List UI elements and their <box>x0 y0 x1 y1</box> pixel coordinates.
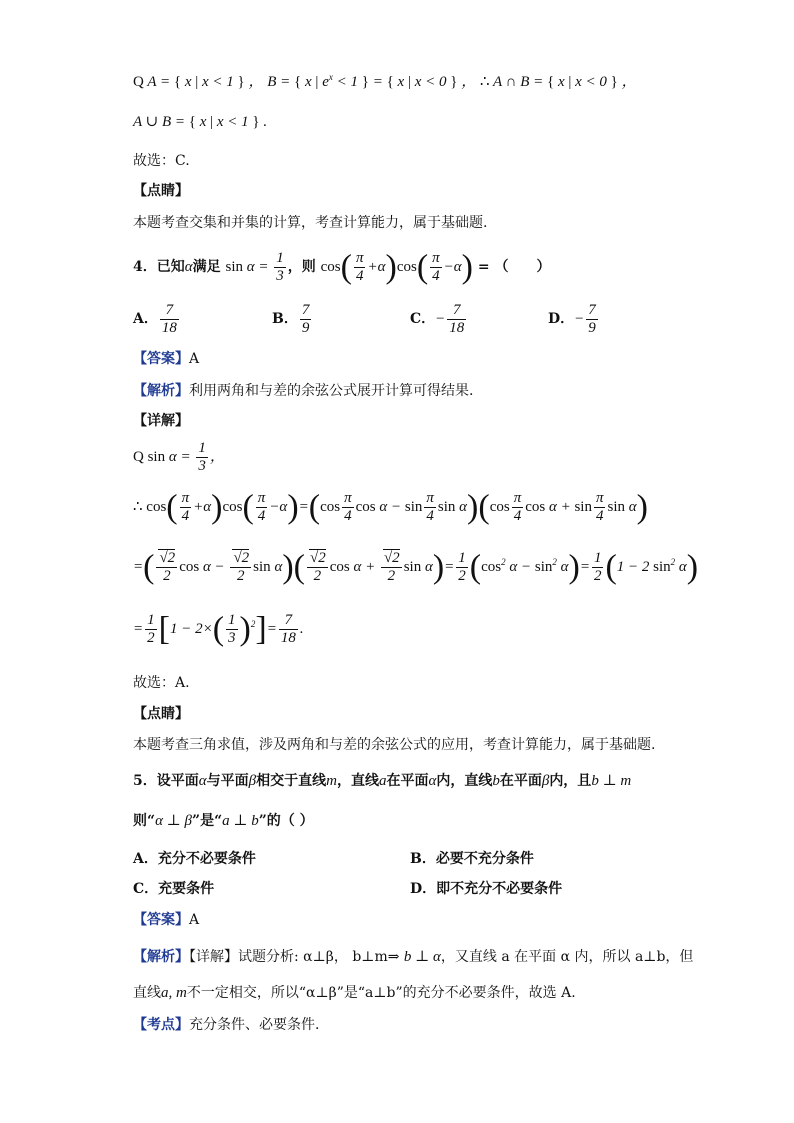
q4-given: Q sin α = $\frac{1}{3}$ ， <box>133 440 225 474</box>
q5-option-b[interactable]: B．必要不充分条件 <box>410 851 534 867</box>
q4-step1: ∴ cos( $\frac{\pi}{4}$ +α)cos( $\frac{\pi}{4}$ −α)=(cos $\frac{\pi}{4}$ cos α − sin $\frac{\pi}{4}$ sin α)(cos $\frac{\pi}{4}$ cos α + sin $\frac{\pi}{4}$ sin α) <box>133 488 648 526</box>
q3-union-line: A ∪ B = { x | x < 1 } . <box>133 114 268 130</box>
q4-option-b[interactable]: B． $\frac{7}{9}$ <box>272 302 310 336</box>
q5-analysis-line1: 【解析】【详解】试题分析: α⊥β， b⊥m⇒ b ⊥ α，又直线 a 在平面 α 内，所以 a⊥b，但 <box>133 949 694 965</box>
q4-option-d[interactable]: D．− $\frac{7}{9}$ <box>548 302 596 336</box>
q4-stem: 4．已知α满足 sin α = $\frac{1}{3}$ ，则 cos( $\frac{\pi}{4}$ +α)cos( $\frac{\pi}{4}$ −α) = （ ） <box>133 248 551 286</box>
q5-option-a[interactable]: A．充分不必要条件 <box>133 851 256 867</box>
q5-analysis-line2: 直线a, m不一定相交，所以“α⊥β”是“a⊥b”的充分不必要条件，故选 A. <box>133 985 576 1001</box>
q4-detail-label: 【详解】 <box>133 413 189 429</box>
q4-choice: 故选：A. <box>133 675 190 691</box>
q3-remark-label: 【点睛】 <box>133 183 189 199</box>
q5-kaodian: 【考点】充分条件、必要条件. <box>133 1017 320 1033</box>
q5-option-c[interactable]: C．充要条件 <box>133 881 215 897</box>
q3-choice: 故选：C. <box>133 153 190 169</box>
q4-remark-label: 【点睛】 <box>133 706 189 722</box>
q4-step3: = $\frac{1}{2}$ [1 − 2×( $\frac{1}{3}$ )$^2$]= $\frac{7}{18}$ . <box>133 610 304 648</box>
q5-stem-line2: 则“α ⊥ β”是“a ⊥ b”的（ ） <box>133 813 314 829</box>
q4-remark: 本题考查三角求值，涉及两角和与差的余弦公式的应用，考查计算能力，属于基础题. <box>133 737 656 753</box>
q4-analysis: 【解析】利用两角和与差的余弦公式展开计算可得结果. <box>133 383 474 399</box>
q3-sets-line: Q A = { x | x < 1 } ， B = { x | $e^x < 1$ } = { x | x < 0 } ， ∴ A ∩ B = { x | x < 0 } ， <box>133 72 637 90</box>
q5-stem-line1: 5．设平面α与平面β相交于直线m，直线a在平面α内，直线b在平面β内，且b ⊥ m <box>133 773 632 789</box>
q4-step2: =( $\frac{√2}{2}$ cos α − $\frac{√2}{2}$ sin α)( $\frac{√2}{2}$ cos α + $\frac{√2}{2}$ sin α)= $\frac{1}{2}$ ($\cos^2$ $\alpha - \sin^2 \alpha)=$ $\frac{1}{2}$ (1 − 2 $\sin^2 \alpha$) <box>133 548 699 586</box>
q4-option-a[interactable]: A． $\frac{7}{18}$ <box>133 302 177 336</box>
q5-answer: 【答案】A <box>133 912 200 928</box>
q4-option-c[interactable]: C．− $\frac{7}{18}$ <box>410 302 465 336</box>
q4-answer: 【答案】A <box>133 351 200 367</box>
q5-option-d[interactable]: D．即不充分不必要条件 <box>410 881 563 897</box>
q3-remark: 本题考查交集和并集的计算，考查计算能力，属于基础题. <box>133 215 488 231</box>
